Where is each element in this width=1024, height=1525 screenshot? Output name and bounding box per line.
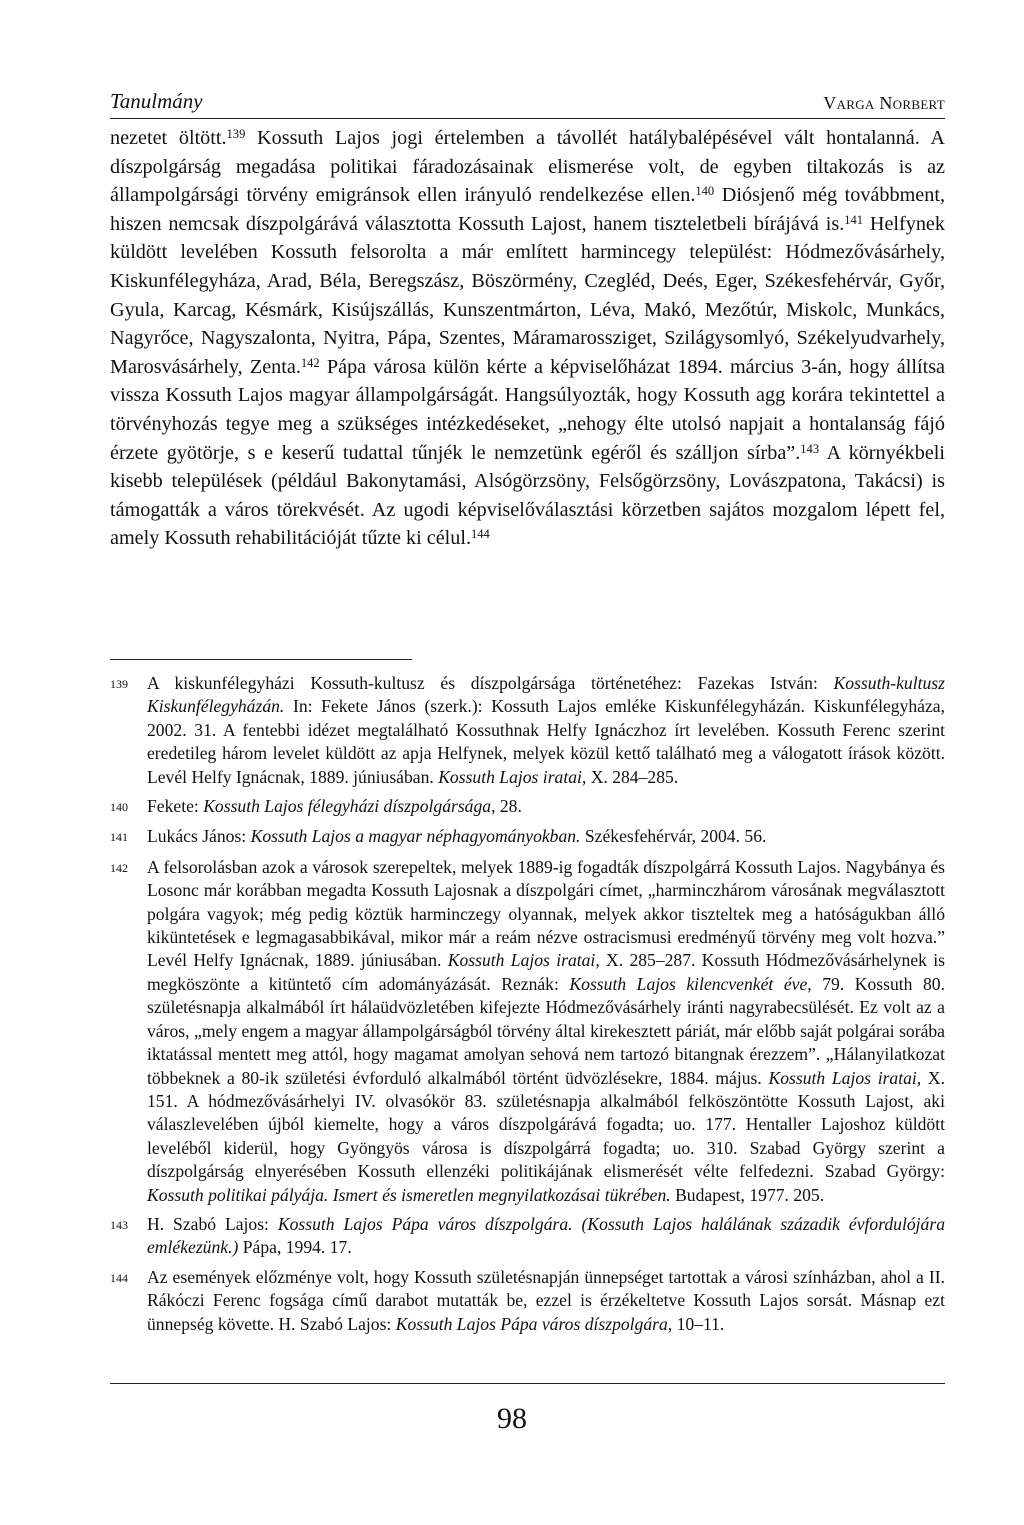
page-number: 98 (497, 1402, 527, 1435)
footnote (110, 672, 945, 789)
running-header (110, 86, 945, 119)
footnote-number: 143 (110, 1217, 128, 1232)
footnote-ref[interactable]: 142 (300, 355, 320, 370)
footnote-italic-run: Kossuth Lajos a magyar néphagyományokban. (250, 826, 581, 847)
footnote-text-run: Fekete: (147, 796, 204, 817)
footnote (110, 795, 945, 819)
footnote-text-run: Székesfehérvár, 2004. 56. (580, 826, 767, 847)
footnote-number: 142 (110, 860, 128, 875)
body-text-run: Helfynek küldött levelében Kossuth felsorolta a már említett harmincegy települést: Hódmezővásárhely, Kiskunfélegyháza, Arad, Béla, Beregszász, Böszörmény, Czegléd, Deés, Eger, Székesfehérvár, Győr, Gyula, Karcag, Késmárk, Kisújszállás, Kunszentmárton, Léva, Makó, Mezőtúr, Miskolc, Munkács, Nagyrőce, Nagyszalonta, Nyitra, Pápa, Szentes, Máramarossziget, Szilágysomlyó, Székelyudvarhely, Marosvásárhely, Zenta. (110, 212, 945, 378)
footnote-italic-run: Kossuth Lajos Pápa város díszpolgára. (Kossuth Lajos halálának századik évfordulójára emlékezünk.) (147, 1213, 945, 1258)
footnote-text-run: X. 284–285. (586, 766, 679, 787)
footnote-ref[interactable]: 139 (226, 126, 246, 141)
footnote-text-run: Lukács János: (147, 826, 251, 847)
footnote-italic-run: Kossuth Lajos iratai, (438, 766, 587, 787)
footnote-ref[interactable]: 143 (800, 441, 820, 456)
footnote-number: 141 (110, 830, 128, 845)
header-section-title: Tanulmány (110, 89, 203, 113)
footnote-text-run: 10–11. (672, 1313, 725, 1334)
footnote-text-run: X. 151. A hódmezővásárhelyi IV. olvasókör 83. születésnapja alkalmából felköszöntötte Kossuth Lajost, aki válaszlevelében újból kiemelte, hogy a város díszpolgárává fogadta; uo. 177. Hentaller Lajoshoz küldött leveléből kiderül, hogy Gyöngyös városa is díszpolgárrá fogadta; uo. 310. Szabad György szerint a díszpolgárság elnyerésében Kossuth ellenzéki politikájának elismerését vélte felfedezni. Szabad György: (147, 1067, 946, 1182)
main-body-text (110, 124, 945, 553)
footnote-text (147, 1213, 945, 1260)
footnote-text-run: Pápa, 1994. 17. (238, 1237, 352, 1258)
footnote-number: 140 (110, 800, 128, 815)
footnote-italic-run: Kossuth Lajos félegyházi díszpolgársága, (203, 796, 496, 817)
footnote-text-run: Az események előzménye volt, hogy Kossuth születésnapján ünnepséget tartottak a városi színházban, ahol a II. Rákóczi Ferenc fogsága című darabot mutatták be, ezzel is érzékeltetve Kossuth Lajos sorsát. Másnap ezt ünnepség követte. H. Szabó Lajos: (147, 1266, 945, 1334)
footnote (110, 825, 945, 849)
footnote-text-run: 28. (495, 796, 522, 817)
body-text-run: A környékbeli kisebb települések (például Bakonytamási, Alsógörzsöny, Felsőgörzsöny, Lovászpatona, Takácsi) is támogatták a város törekvését. Az ugodi képviselőválasztási körzetben sajátos mozgalom lépett fel, amely Kossuth rehabilitációját tűzte ki célul. (110, 441, 945, 550)
footnote-italic-run: Kossuth Lajos iratai, (447, 950, 600, 971)
footnote-text (147, 825, 945, 849)
footnote (110, 1266, 945, 1336)
body-text-run: Diósjenő még továbbment, hiszen nemcsak díszpolgárává választotta Kossuth Lajost, hanem tiszteletbeli bírájává is. (110, 184, 945, 235)
footnote-separator (110, 659, 412, 660)
footnote-number: 139 (110, 677, 128, 691)
bottom-rule (110, 1383, 945, 1384)
footnote-text (147, 672, 945, 789)
footnote-ref[interactable]: 144 (471, 527, 490, 542)
body-text-run: Pápa városa külön kérte a képviselőházat 1894. március 3-án, hogy állítsa vissza Kossuth Lajos magyar állampolgárságát. Hangsúlyozták, hogy Kossuth agg korára tekintettel a törvényhozás tegye meg a szükséges intézkedéseket, „nehogy élte utolsó napjait a hontalanság fájó érzete gyötörje, s e keserű tudattal tűnjék le nemzetünk egéről és szálljon sírba”. (110, 355, 946, 464)
footnote-text (147, 1266, 945, 1336)
body-paragraph (110, 124, 945, 553)
body-text-run: nezetet öltött. (110, 127, 227, 149)
footnote-text-run: X. 285–287. Kossuth Hódmezővásárhelynek is megköszönte a kitüntető cím adományázását. Reznák: (147, 950, 945, 994)
footnote-text-run: A kiskunfélegyházi Kossuth-kultusz és díszpolgársága történetéhez: Fazekas István: (147, 673, 834, 693)
footnote-text (147, 856, 945, 1207)
footnote (110, 856, 945, 1207)
footnote-text-run: 79. Kossuth 80. születésnapja alkalmából írt hálaüdvözletében kifejezte Hódmezővásárhely iránti nagyrabecsülését. Ez volt az a város, „mely engem a magyar állampolgárságból törvény által kirekesztett páriát, már előbb saját polgárai sorába iktatással mentett meg attól, hogy magamat amolyan sehová nem tartozó bitangnak érezzem”. „Hálanyilatkozat többeknek a 80-ik születési évforduló alkalmából történt üdvözlésekre, 1884. május. (147, 973, 946, 1088)
footnote-text-run: H. Szabó Lajos: (147, 1213, 278, 1234)
footnote-text-run: A felsorolásban azok a városok szerepeltek, melyek 1889-ig fogadták díszpolgárrá Kossuth Lajos. Nagybánya és Losonc már korábban megadta Kossuth Lajosnak a díszpolgári címet, „harminczhárom városának megválasztott polgára vagyok; még pedig köztük harminczegy olyannak, melyek akkor tiszteltek meg a hatóságukban álló kiküntetések e legmagasabbikával, mikor már a reám nézve ostracismusi eredményű törvény meg volt hozva.” Levél Helfy Ignácnak, 1889. júniusában. (147, 856, 945, 971)
footnotes (110, 672, 945, 1342)
footnote-ref[interactable]: 140 (695, 183, 715, 198)
footnote-italic-run: Kossuth Lajos iratai, (768, 1067, 922, 1088)
footnote-text-run: Budapest, 1977. 205. (670, 1184, 825, 1205)
footnote-ref[interactable]: 141 (844, 212, 864, 227)
footnote-italic-run: Kossuth Lajos Pápa város díszpolgára, (395, 1313, 673, 1334)
body-text-run: Kossuth Lajos jogi értelemben a távollét hatálybalépésével vált hontalanná. A díszpolgárság megadása politikai fáradozásainak elismerése volt, de egyben tiltakozás is az állampolgársági törvény emigránsok ellen irányuló rendelkezése ellen. (110, 127, 945, 207)
footnote-italic-run: Kossuth politikai pályája. Ismert és ismeretlen megnyilatkozásai tükrében. (147, 1184, 671, 1205)
footnote-number: 144 (110, 1270, 128, 1285)
footnote-text (147, 795, 945, 819)
footnote (110, 1213, 945, 1260)
header-author: Varga Norbert (823, 93, 945, 113)
footnote-italic-run: Kossuth-kultusz Kiskunfélegyházán. (147, 673, 945, 717)
footnote-italic-run: Kossuth Lajos kilencvenkét éve, (569, 973, 812, 994)
footnote-text-run: In: Fekete János (szerk.): Kossuth Lajos emléke Kiskunfélegyházán. Kiskunfélegyháza, 2002. 31. A fentebbi idézet megtalálható Kossuthnak Helfy Ignáczhoz írt levelében. Kossuth Ferenc szerint eredetileg három levelet küldött az apja Helfynek, melyek közül kettő található meg a válogatott írások között. Levél Helfy Ignácnak, 1889. júniusában. (147, 696, 945, 787)
